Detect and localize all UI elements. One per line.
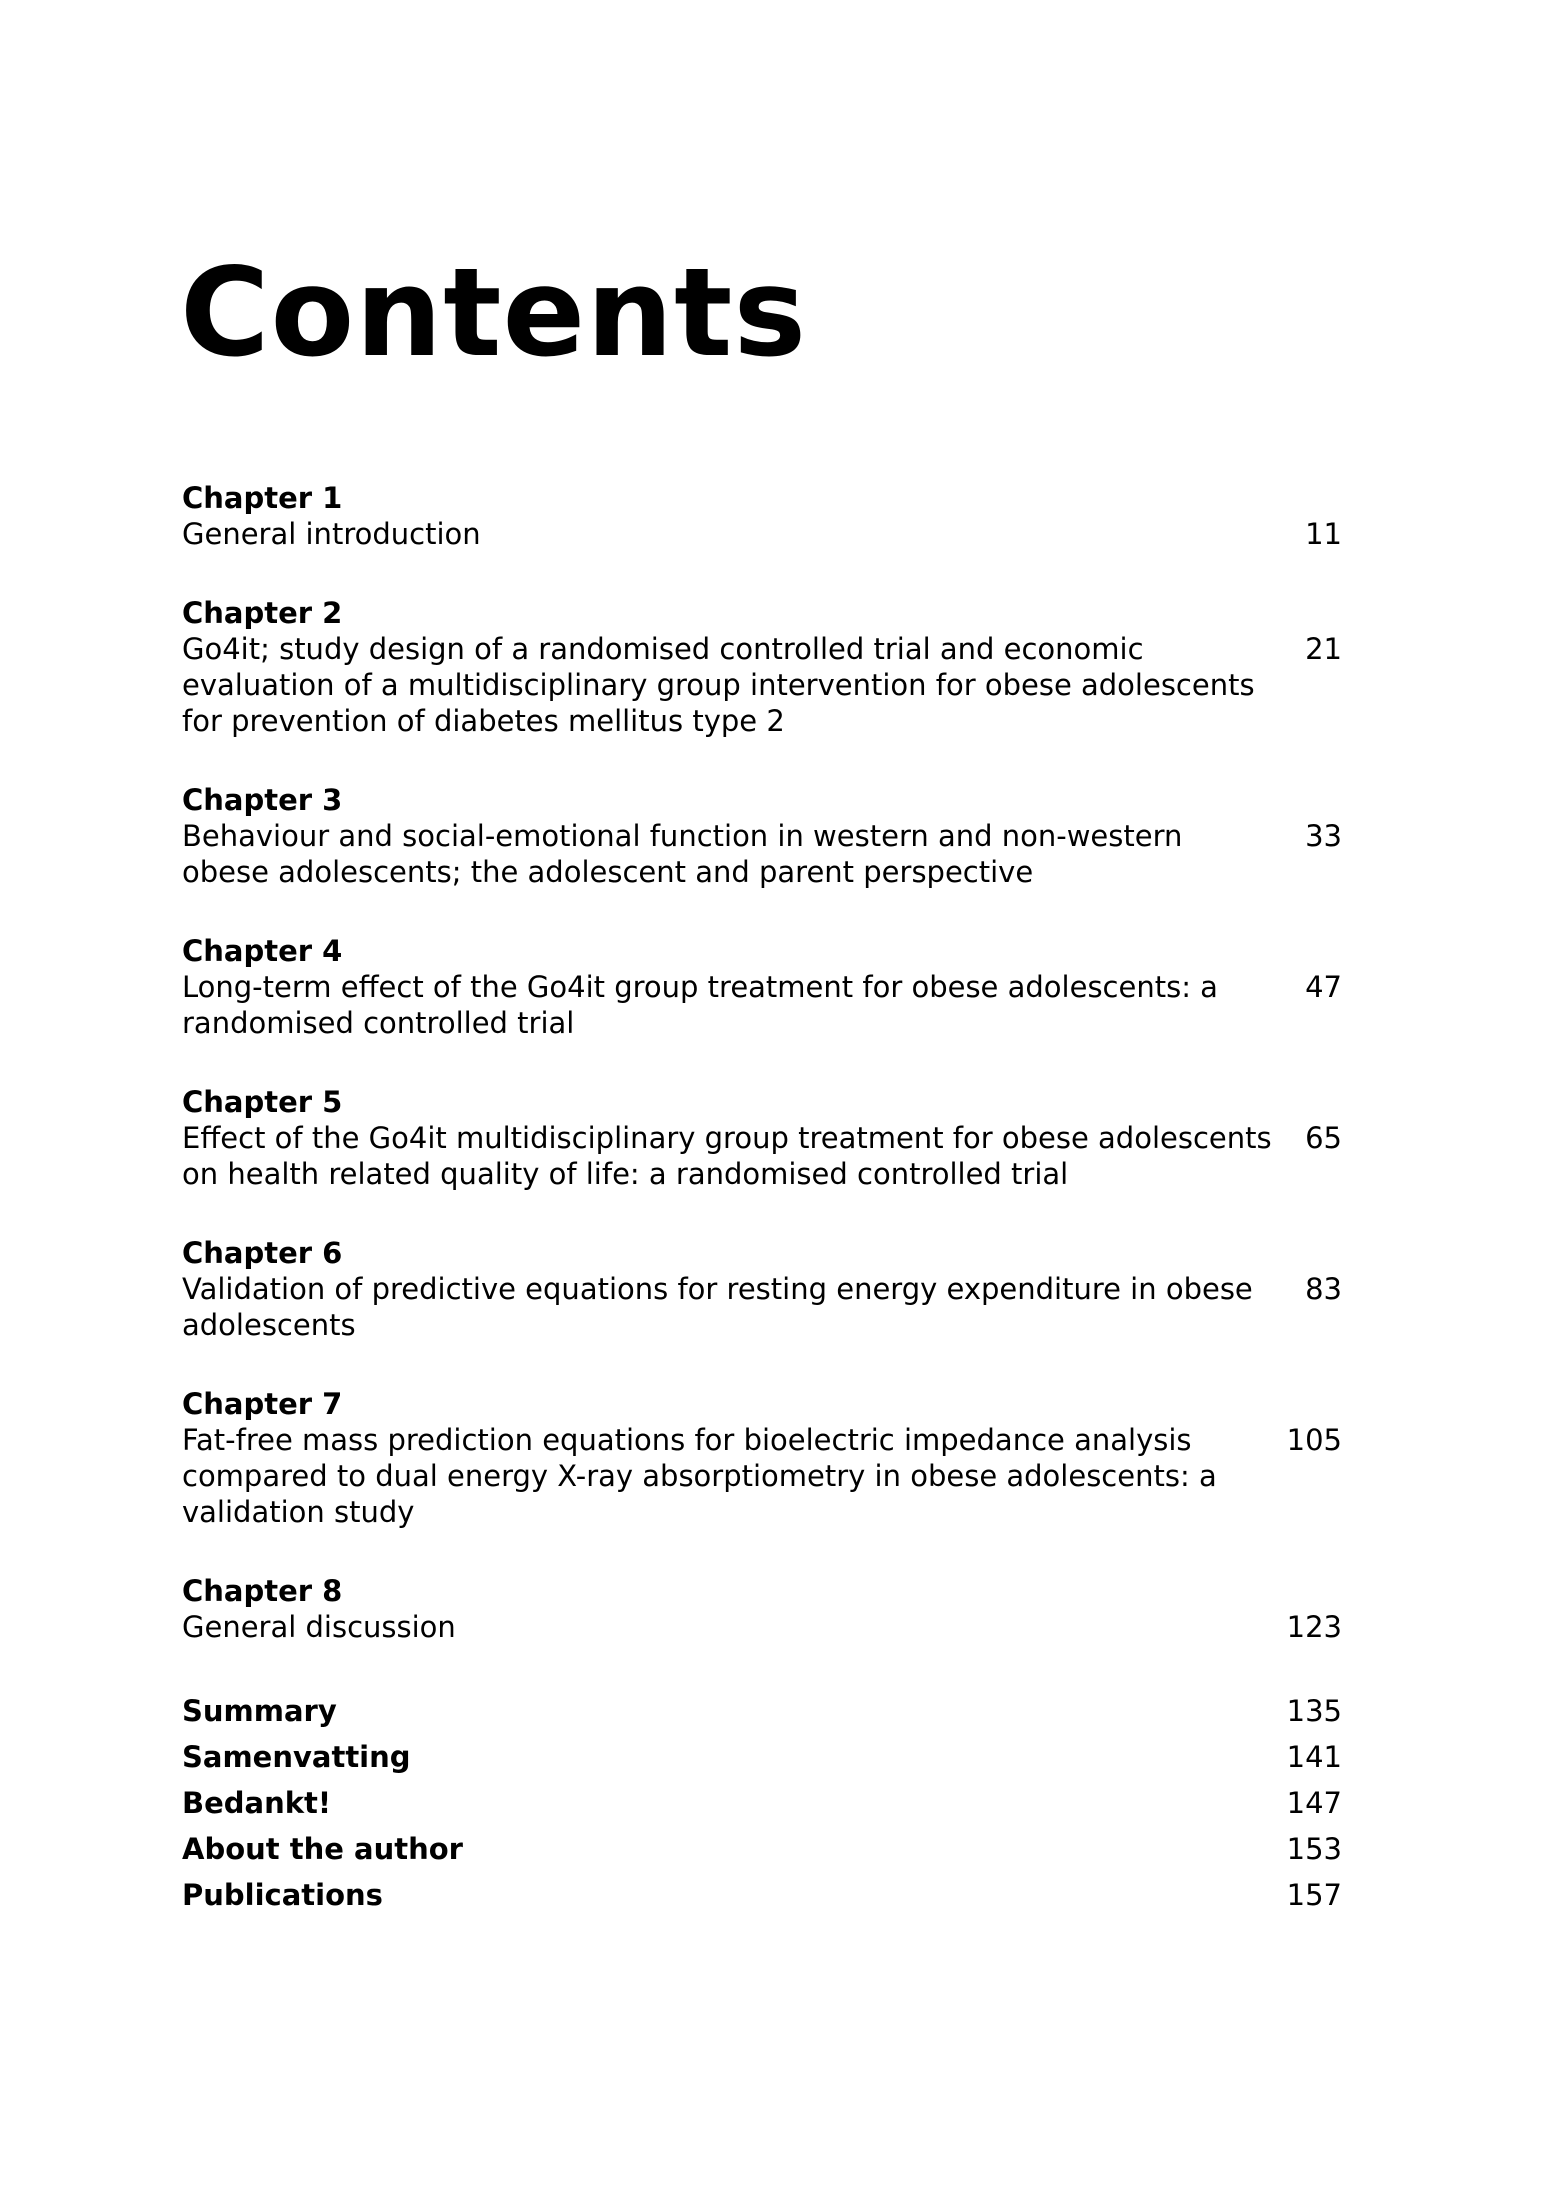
chapter-title: Fat-free mass prediction equations for bioelectric impedance analysis compared to dual energy X-ray absorptiometry in obese adolescents: a validation study (182, 1423, 1217, 1529)
chapter-title: Behaviour and social-emotional function in western and non-western obese adolescents; the adolescent and parent perspective (182, 819, 1183, 889)
chapter-title: Validation of predictive equations for resting energy expenditure in obese adolescents (182, 1272, 1253, 1342)
toc-entry-samenvatting[interactable] (182, 1734, 1342, 1780)
toc-entry-chapter-6[interactable] (182, 1235, 1342, 1343)
toc-entry-chapter-7[interactable] (182, 1386, 1342, 1530)
toc-entry-chapter-1[interactable] (182, 480, 1342, 552)
chapter-heading: Chapter 6 (182, 1236, 343, 1270)
chapter-title: General discussion (182, 1610, 456, 1644)
toc-entry-chapter-4[interactable] (182, 933, 1342, 1041)
chapter-heading: Chapter 7 (182, 1387, 343, 1421)
page-number: 47 (1305, 970, 1342, 1004)
page-number: 147 (1286, 1786, 1342, 1820)
toc-entry-bedankt[interactable] (182, 1780, 1342, 1826)
chapter-title: Long-term effect of the Go4it group treatment for obese adolescents: a randomised controlled trial (182, 970, 1218, 1040)
page-number: 105 (1286, 1423, 1342, 1457)
page-number: 157 (1286, 1878, 1342, 1912)
page-number: 135 (1286, 1694, 1342, 1728)
page-title: Contents (180, 242, 808, 384)
toc-entry-chapter-8[interactable] (182, 1573, 1342, 1645)
toc-entry-chapter-2[interactable] (182, 595, 1342, 739)
chapter-heading: Chapter 1 (182, 481, 343, 515)
page-number: 21 (1305, 632, 1342, 666)
chapter-title: Go4it; study design of a randomised controlled trial and economic evaluation of a multidisciplinary group intervention for obese adolescents for prevention of diabetes mellitus type 2 (182, 632, 1255, 738)
entry-label: Summary (182, 1694, 337, 1728)
chapter-heading: Chapter 8 (182, 1574, 343, 1608)
chapter-heading: Chapter 3 (182, 783, 343, 817)
table-of-contents (182, 480, 1342, 1918)
chapter-heading: Chapter 4 (182, 934, 343, 968)
chapter-title: General introduction (182, 517, 481, 551)
toc-entry-about-the-author[interactable] (182, 1826, 1342, 1872)
back-matter-list (182, 1688, 1342, 1918)
entry-label: Samenvatting (182, 1740, 411, 1774)
toc-entry-publications[interactable] (182, 1872, 1342, 1918)
entry-label: About the author (182, 1832, 463, 1866)
page-number: 33 (1305, 819, 1342, 853)
chapter-heading: Chapter 2 (182, 596, 343, 630)
toc-entry-chapter-5[interactable] (182, 1084, 1342, 1192)
toc-entry-summary[interactable] (182, 1688, 1342, 1734)
page-number: 65 (1305, 1121, 1342, 1155)
page-number: 123 (1286, 1610, 1342, 1644)
page-number: 83 (1305, 1272, 1342, 1306)
chapter-heading: Chapter 5 (182, 1085, 343, 1119)
page-number: 153 (1286, 1832, 1342, 1866)
chapter-title: Effect of the Go4it multidisciplinary group treatment for obese adolescents on health related quality of life: a randomised controlled trial (182, 1121, 1272, 1191)
entry-label: Publications (182, 1878, 383, 1912)
entry-label: Bedankt! (182, 1786, 332, 1820)
page-number: 11 (1305, 517, 1342, 551)
toc-entry-chapter-3[interactable] (182, 782, 1342, 890)
page-number: 141 (1286, 1740, 1342, 1774)
